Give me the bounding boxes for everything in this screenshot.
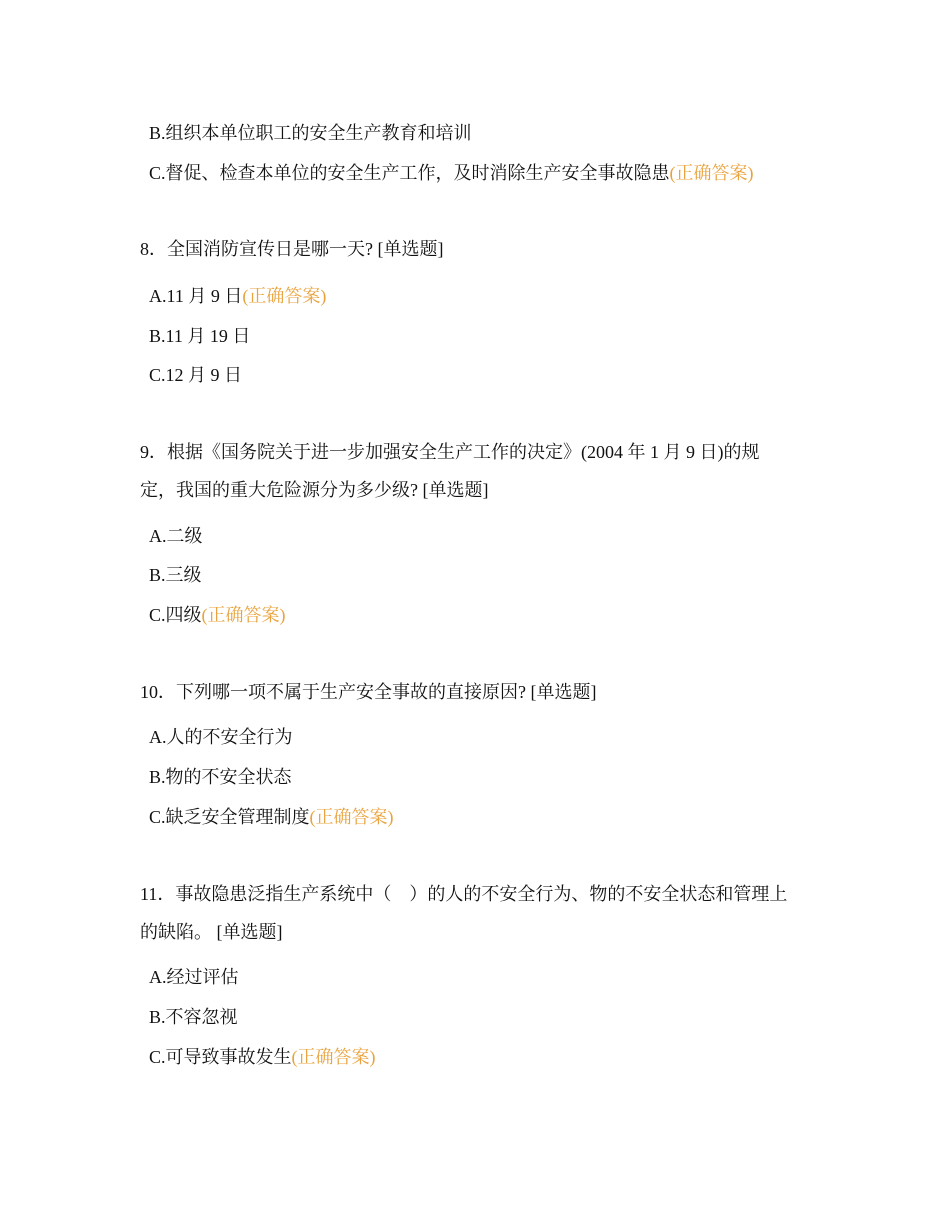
- question-9-text-line1: 9．根据《国务院关于进一步加强安全生产工作的决定》(2004 年 1 月 9 日)的规: [140, 442, 760, 462]
- option-text: A.11 月 9 日: [149, 286, 243, 306]
- q11-option-a: A.经过评估: [149, 967, 239, 987]
- q11-option-b: B.不容忽视: [149, 1007, 238, 1027]
- option-text: C.督促、检查本单位的安全生产工作，及时消除生产安全事故隐患: [149, 163, 670, 183]
- q9-option-b: B.三级: [149, 565, 202, 585]
- question-10-text: 10．下列哪一项不属于生产安全事故的直接原因? [单选题]: [140, 682, 597, 702]
- correct-answer-marker: (正确答案): [669, 163, 754, 183]
- correct-answer-marker: (正确答案): [309, 807, 394, 827]
- correct-answer-marker: (正确答案): [242, 286, 327, 306]
- question-9-text-line2: 定，我国的重大危险源分为多少级? [单选题]: [140, 480, 489, 500]
- q8-option-a: [149, 284, 326, 308]
- q10-option-a: A.人的不安全行为: [149, 727, 293, 747]
- correct-answer-marker: (正确答案): [291, 1047, 376, 1067]
- option-c-prev: [149, 161, 754, 185]
- option-b-prev: [149, 121, 472, 145]
- q9-option-a: A.二级: [149, 526, 203, 546]
- option-text: C.缺乏安全管理制度: [149, 807, 310, 827]
- correct-answer-marker: (正确答案): [201, 605, 286, 625]
- option-text: B.组织本单位职工的安全生产教育和培训: [149, 123, 472, 143]
- q10-option-c: [149, 805, 394, 829]
- q10-option-b: B.物的不安全状态: [149, 767, 292, 787]
- q11-option-c: [149, 1045, 376, 1069]
- option-text: C.四级: [149, 605, 202, 625]
- q9-option-c: [149, 603, 286, 627]
- q8-option-b: B.11 月 19 日: [149, 326, 251, 346]
- question-8-text: 8．全国消防宣传日是哪一天? [单选题]: [140, 239, 444, 259]
- q8-option-c: C.12 月 9 日: [149, 365, 243, 385]
- option-text: C.可导致事故发生: [149, 1047, 292, 1067]
- question-11-text-line2: 的缺陷。 [单选题]: [140, 922, 283, 942]
- question-11-text-line1: 11．事故隐患泛指生产系统中（ ）的人的不安全行为、物的不安全状态和管理上: [140, 884, 788, 904]
